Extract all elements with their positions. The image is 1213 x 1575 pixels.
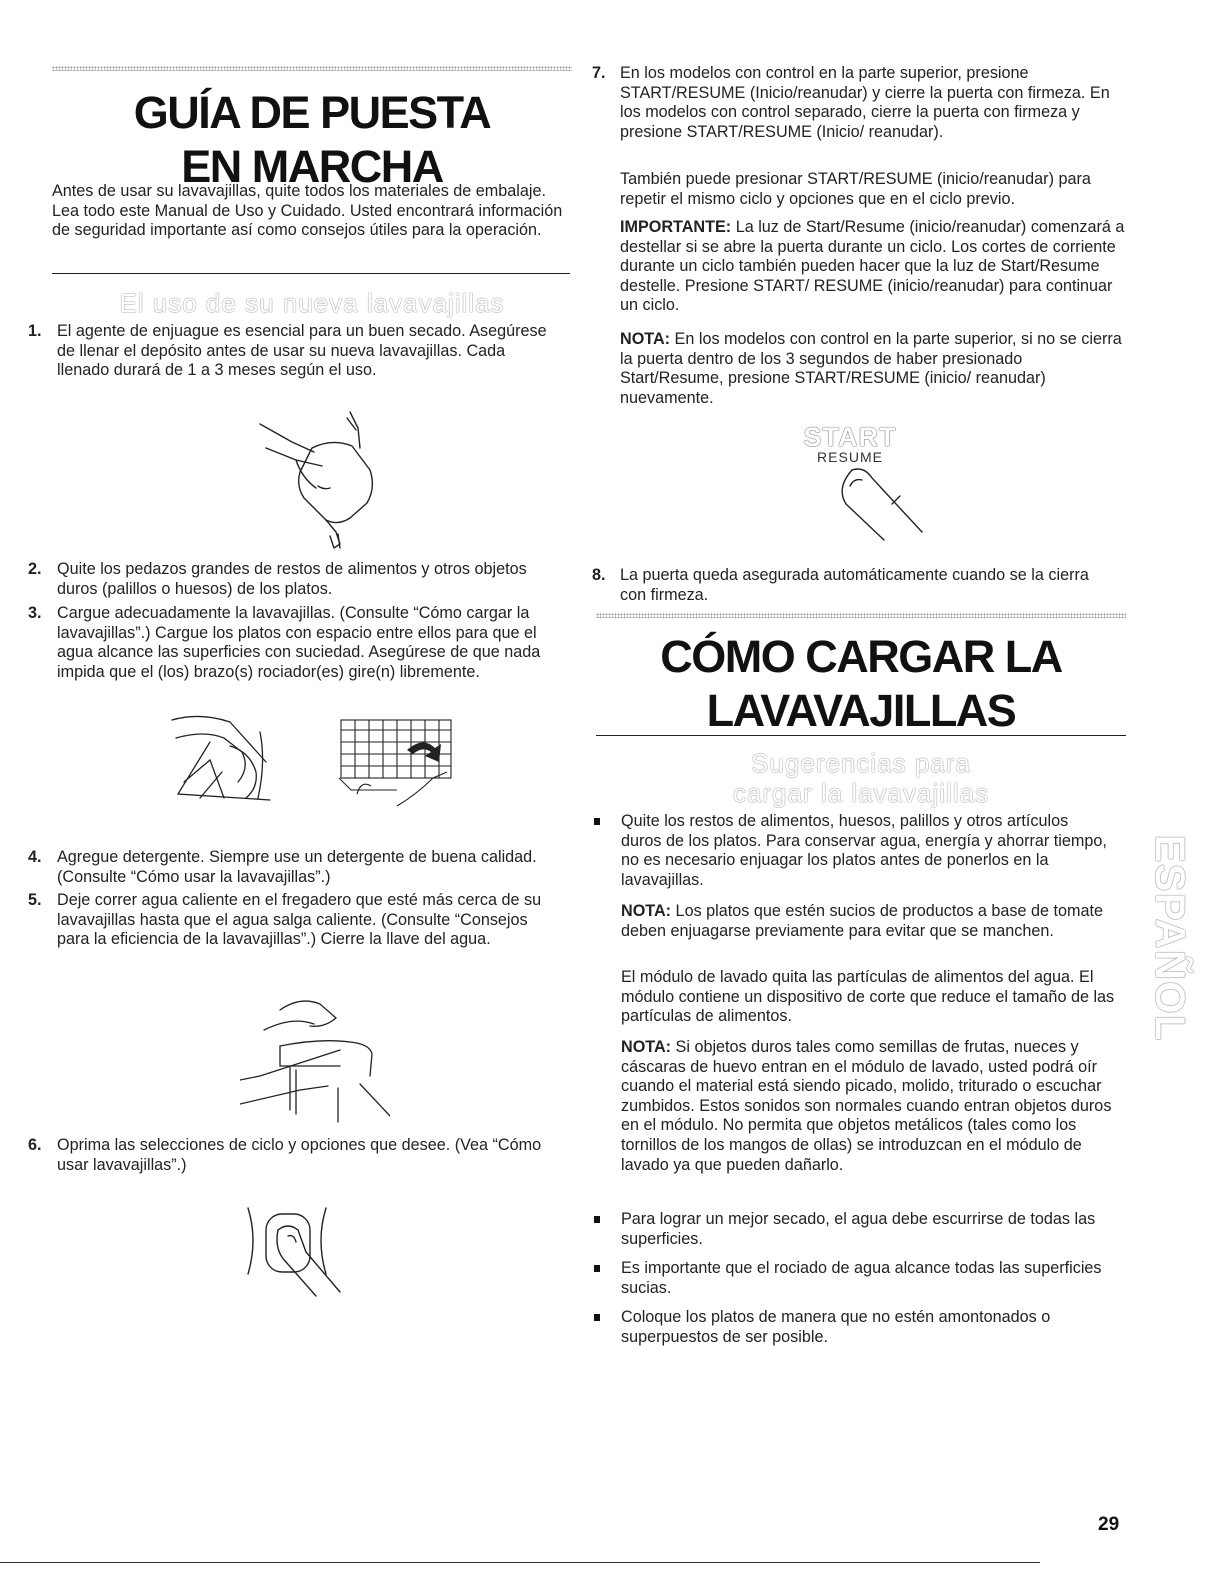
step-text: Deje correr agua caliente en el fregadero que esté más cerca de su lavavajillas hasta que el agua salga caliente. (Consulte “Consejos para la eficiencia de la lavavajillas”.) Cierre la llave del agua.: [57, 891, 542, 949]
section-subheading-line-1: Sugerencias para: [751, 748, 971, 778]
section-rule: [52, 273, 570, 274]
important-text: La luz de Start/Resume (inicio/reanudar) comenzará a destellar si se abre la puerta durante un ciclo. Los cortes de corriente durante un ciclo también pueden hacer que la luz de Start/Resume destelle. Presione START/ RESUME (inicio/reanudar) para continuar un ciclo.: [620, 218, 1125, 315]
bullet-text: Quite los restos de alimentos, huesos, palillos y otros artículos duros de los platos. Para conservar agua, energía y ahorrar tiempo, no es necesario enjuagar los platos antes de ponerlos en la lavavajillas.: [621, 812, 1107, 889]
step-text: La puerta queda asegurada automáticamente cuando se la cierra con firmeza.: [620, 566, 1089, 604]
press-button-illustration: [236, 1200, 346, 1300]
step-number: 1.: [28, 322, 42, 340]
step-item: [28, 848, 548, 888]
note-text: En los modelos con control en la parte superior, si no se cierra la puerta dentro de los 3 segundos de haber presionado Start/Resume, presione START/RESUME (inicio/ reanudar) nuevamente.: [620, 330, 1122, 407]
language-side-tab-label: ESPAÑOL: [1147, 834, 1194, 1042]
section-title-line-2: LAVAVAJILLAS: [706, 685, 1016, 736]
step-text: Agregue detergente. Siempre use un detergente de buena calidad. (Consulte “Cómo usar la lavavajillas”.): [57, 848, 537, 886]
step-number: 6.: [28, 1136, 42, 1154]
step-number: 4.: [28, 848, 42, 866]
bullet-marker: [594, 1265, 600, 1272]
step-item: [28, 604, 548, 704]
step-item: [592, 64, 1110, 164]
step-number: 8.: [592, 566, 606, 584]
faucet-illustration: [240, 990, 390, 1128]
bullet-marker: [594, 818, 600, 825]
step-item: [28, 891, 548, 971]
step-item: [28, 322, 548, 402]
step-paragraph: También puede presionar START/RESUME (inicio/reanudar) para repetir el mismo ciclo y opciones que en el ciclo previo.: [620, 170, 1091, 208]
step-item: [592, 566, 1110, 606]
note-paragraph: [621, 902, 1117, 941]
bullet-item: [594, 812, 1110, 892]
note-text: Si objetos duros tales como semillas de frutas, nueces y cáscaras de huevo entran en el módulo de lavado, usted podrá oír cuando el material está siendo picado, molido, triturado o escuchar zumbidos. Estos sonidos son normales cuando entran objetos duros en el módulo. No permita que objetos metálicos (tales como los tornillos de los mangos de ollas) se introduzcan en el módulo de lavado ya que pueden dañarlo.: [621, 1038, 1112, 1174]
step-number: 3.: [28, 604, 42, 622]
note-text: Los platos que estén sucios de productos a base de tomate deben enjuagarse previamente para evitar que se manchen.: [621, 902, 1104, 940]
page-title: [52, 86, 572, 194]
rinse-aid-illustration: [252, 408, 392, 553]
step-text: Quite los pedazos grandes de restos de alimentos y otros objetos duros (palillos o huesos) de los platos.: [57, 560, 527, 598]
page-number: 29: [1098, 1514, 1120, 1535]
resume-button-label: RESUME: [817, 449, 883, 465]
step-item: [28, 1136, 548, 1176]
important-label: IMPORTANTE:: [620, 218, 732, 236]
bullet-text: Es importante que el rociado de agua alcance todas las superficies sucias.: [621, 1259, 1102, 1297]
finger-press-icon: [832, 466, 928, 552]
bottom-rule: [0, 1562, 1040, 1563]
important-paragraph: [620, 218, 1128, 316]
page-title-line-2: EN MARCHA: [181, 141, 443, 192]
step-number: 5.: [28, 891, 42, 909]
start-button-label: START: [803, 422, 897, 452]
intro-paragraph: Antes de usar su lavavajillas, quite todos los materiales de embalaje. Lea todo este Manual de Uso y Cuidado. Usted encontrará información de seguridad importante así como consejos útiles para la operación.: [52, 182, 563, 240]
dotted-rule: [52, 66, 572, 71]
note-paragraph: [621, 1038, 1117, 1175]
bullet-text: Coloque los platos de manera que no estén amontonados o superpuestos de ser posible.: [621, 1308, 1051, 1346]
step-number: 7.: [592, 64, 606, 82]
bullet-paragraph: El módulo de lavado quita las partículas de alimentos del agua. El módulo contiene un dispositivo de corte que reduce el tamaño de las partículas de alimentos.: [621, 968, 1115, 1026]
bullet-item: [594, 1259, 1110, 1299]
section-title-line-1: CÓMO CARGAR LA: [660, 631, 1062, 682]
note-label: NOTA:: [620, 330, 671, 348]
step-item: [28, 560, 548, 600]
dotted-rule: [596, 613, 1126, 618]
section-title: [596, 630, 1126, 738]
bullet-item: [594, 1308, 1110, 1348]
bullet-text: Para lograr un mejor secado, el agua debe escurrirse de todas las superficies.: [621, 1210, 1096, 1248]
note-paragraph: [620, 330, 1128, 408]
note-label: NOTA:: [621, 1038, 672, 1056]
step-number: 2.: [28, 560, 42, 578]
section-subheading: El uso de su nueva lavavajillas: [119, 288, 505, 318]
step-text: Cargue adecuadamente la lavavajillas. (Consulte “Cómo cargar la lavavajillas”.) Cargue los platos con espacio entre ellos para que el agua alcance las superficies con suciedad. Asegúrese de que nada impida que el (los) brazo(s) rociador(es) gire(n) libremente.: [57, 604, 541, 681]
language-side-tab: [1147, 818, 1194, 1058]
spray-arm-illustration: [337, 718, 455, 808]
bullet-item: [594, 1210, 1110, 1250]
loading-dishes-illustration: [170, 712, 280, 804]
step-text: Oprima las selecciones de ciclo y opciones que desee. (Vea “Cómo usar lavavajillas”.): [57, 1136, 542, 1174]
step-text: En los modelos con control en la parte superior, presione START/RESUME (Inicio/reanudar) y cierre la puerta con firmeza. En los modelos con control separado, cierre la puerta con firmeza y presione START/RESUME (Inicio/ reanudar).: [620, 64, 1110, 141]
note-label: NOTA:: [621, 902, 672, 920]
step-text: El agente de enjuague es esencial para un buen secado. Asegúrese de llenar el depósito antes de usar su nueva lavavajillas. Cada llenado durará de 1 a 3 meses según el uso.: [57, 322, 547, 380]
section-subheading: [596, 748, 1126, 808]
bullet-marker: [594, 1314, 600, 1321]
page-title-line-1: GUÍA DE PUESTA: [133, 87, 491, 138]
bullet-marker: [594, 1216, 600, 1223]
section-rule: [596, 735, 1126, 736]
section-subheading-line-2: cargar la lavavajillas: [732, 778, 990, 808]
